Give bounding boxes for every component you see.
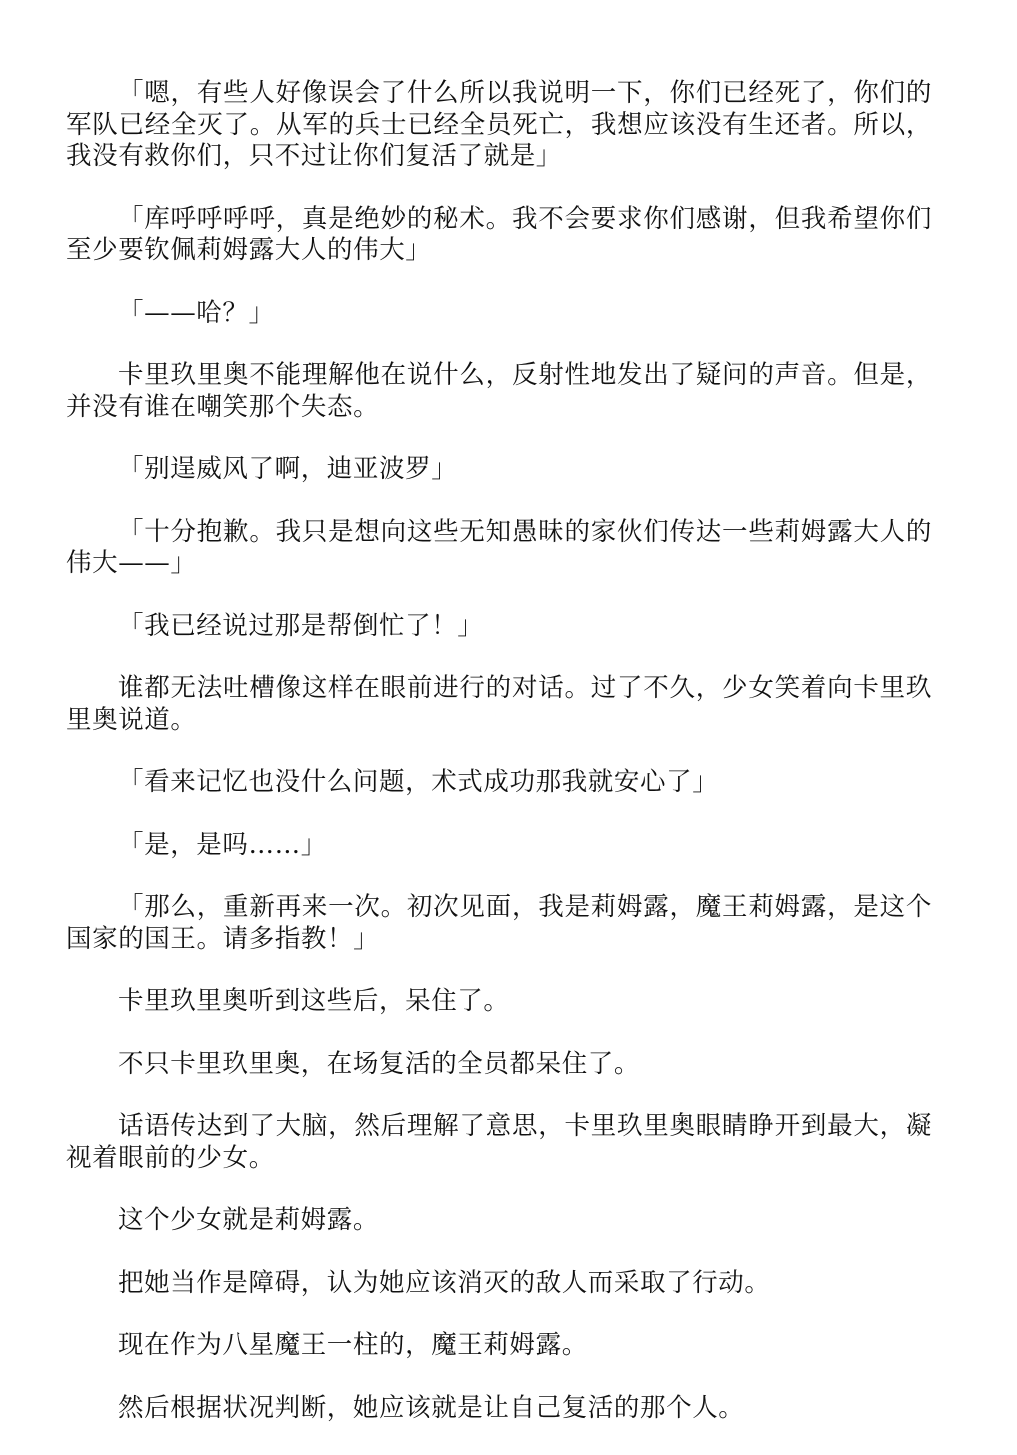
paragraph: 把她当作是障碍，认为她应该消灭的敌人而采取了行动。 (118, 1267, 771, 1298)
paragraph: 这个少女就是莉姆露。 (118, 1205, 380, 1235)
paragraph: 「别逞威风了啊，迪亚波罗」 (118, 454, 458, 484)
paragraph: 现在作为八星魔王一柱的，魔王莉姆露。 (118, 1330, 588, 1360)
paragraph: 「看来记忆也没什么问题，术式成功那我就安心了」 (118, 767, 719, 797)
paragraph: 「库呼呼呼呼，真是绝妙的秘术。我不会要求你们感谢，但我希望你们至少要钦佩莉姆露大人的伟大」 (66, 203, 932, 265)
paragraph: 「我已经说过那是帮倒忙了！」 (118, 610, 484, 641)
paragraph: 「嗯，有些人好像误会了什么所以我说明一下，你们已经死了，你们的军队已经全灭了。从军的兵士已经全员死亡，我想应该没有生还者。所以，我没有救你们，只不过让你们复活了就是」 (66, 78, 932, 171)
paragraph: 然后根据状况判断，她应该就是让自己复活的那个人。 (118, 1392, 745, 1423)
paragraph: 卡里玖里奥不能理解他在说什么，反射性地发出了疑问的声音。但是，并没有谁在嘲笑那个失态。 (66, 360, 932, 422)
paragraph: 不只卡里玖里奥，在场复活的全员都呆住了。 (118, 1048, 641, 1079)
paragraph: 话语传达到了大脑，然后理解了意思，卡里玖里奥眼睛睁开到最大，凝视着眼前的少女。 (66, 1111, 932, 1173)
paragraph: 「是，是吗……」 (118, 829, 327, 860)
paragraph: 「那么，重新再来一次。初次见面，我是莉姆露，魔王莉姆露，是这个国家的国王。请多指教！」 (66, 892, 932, 954)
document-body (66, 78, 932, 1455)
paragraph: 谁都无法吐槽像这样在眼前进行的对话。过了不久，少女笑着向卡里玖里奥说道。 (66, 673, 932, 735)
paragraph: 「——哈？」 (118, 297, 275, 328)
paragraph: 卡里玖里奥听到这些后，呆住了。 (118, 986, 510, 1016)
paragraph: 「十分抱歉。我只是想向这些无知愚昧的家伙们传达一些莉姆露大人的伟大——」 (66, 516, 932, 578)
